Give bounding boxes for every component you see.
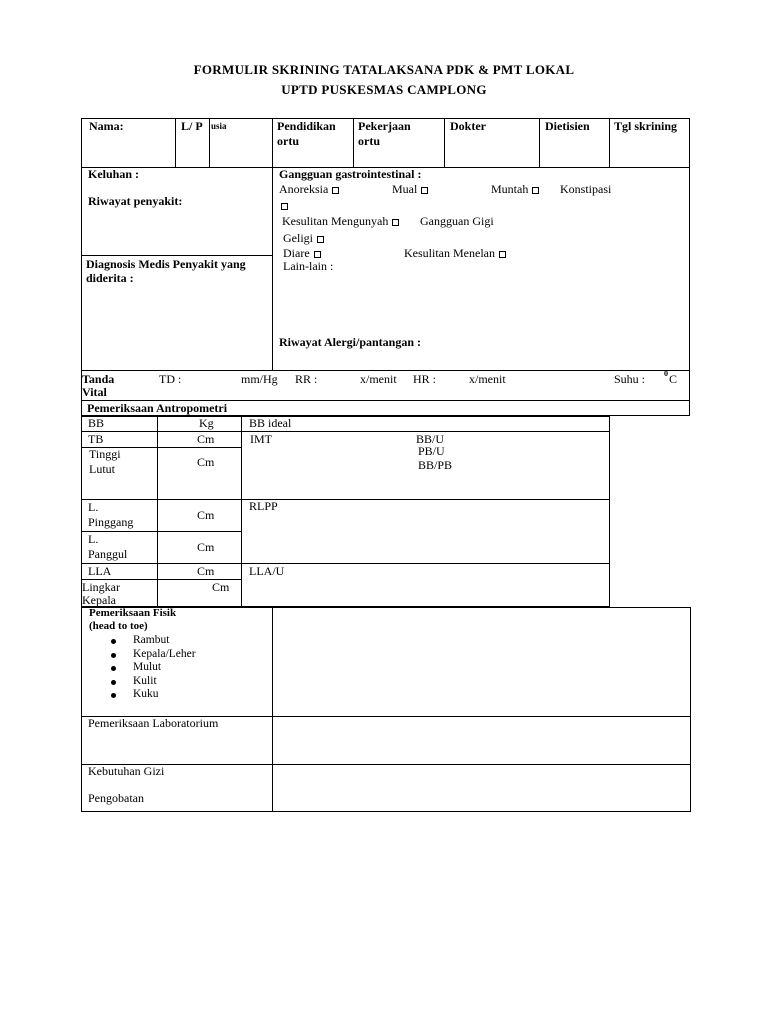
tb-label: TB — [88, 432, 104, 446]
pekerjaan-label: Pekerjaan — [358, 119, 411, 133]
form-subtitle: UPTD PUSKESMAS CAMPLONG — [281, 82, 487, 97]
l-panggul-unit: Cm — [197, 540, 215, 554]
bbpb-label: BB/PB — [418, 458, 453, 472]
gangguan-gigi-checkbox[interactable] — [317, 236, 324, 243]
rlpp-label: RLPP — [249, 499, 278, 513]
bb-ideal-label: BB ideal — [249, 416, 292, 430]
muntah-option[interactable]: Muntah — [491, 182, 539, 197]
list-item: Kuku — [133, 688, 196, 702]
bbu-label: BB/U — [416, 432, 445, 446]
gangguan-gigi-option[interactable]: Geligi — [283, 231, 324, 246]
gastro-heading: Gangguan gastrointestinal : — [279, 167, 422, 181]
antropometri-heading: Pemeriksaan Antropometri — [87, 401, 228, 415]
diare-option[interactable]: Diare — [283, 246, 321, 261]
degree-sign: 0 — [664, 369, 668, 378]
pekerjaan-label-2: ortu — [358, 134, 380, 148]
pendidikan-label-2: ortu — [277, 134, 299, 148]
fisik-subheading: (head to toe) — [89, 620, 148, 632]
pendidikan-label: Pendidikan — [277, 119, 336, 133]
suhu-label: Suhu : — [614, 372, 646, 386]
tinggi-label: Tinggi — [89, 447, 121, 461]
anoreksia-checkbox[interactable] — [332, 187, 339, 194]
mual-option[interactable]: Mual — [392, 182, 428, 197]
llau-label: LLA/U — [249, 564, 285, 578]
fisik-list — [133, 634, 196, 702]
l-panggul-label-2: Panggul — [88, 547, 128, 561]
tinggi-lutut-unit: Cm — [197, 455, 215, 469]
kesulitan-menelan-checkbox[interactable] — [499, 251, 506, 258]
nama-label: Nama: — [89, 119, 124, 133]
rr-label: RR : — [295, 372, 318, 386]
lingkar-kepala-unit: Cm — [212, 580, 230, 594]
l-pinggang-label: L. — [88, 500, 99, 514]
pengobatan-label: Pengobatan — [88, 791, 144, 805]
lla-unit: Cm — [197, 564, 215, 578]
riwayat-penyakit-label: Riwayat penyakit: — [88, 194, 183, 208]
l-pinggang-label-2: Pinggang — [88, 515, 134, 529]
l-panggul-label: L. — [88, 532, 99, 546]
vital-label: Vital — [82, 385, 107, 399]
list-item: Rambut — [133, 634, 196, 648]
kesulitan-mengunyah-option[interactable]: Kesulitan Mengunyah — [282, 214, 399, 229]
bb-label: BB — [88, 416, 105, 430]
mmhg-unit: mm/Hg — [241, 372, 278, 386]
lutut-label: Lutut — [89, 462, 115, 476]
kepala-label: Kepala — [82, 593, 116, 607]
fisik-heading: Pemeriksaan Fisik — [89, 607, 177, 619]
lab-label: Pemeriksaan Laboratorium — [88, 716, 219, 730]
muntah-checkbox[interactable] — [532, 187, 539, 194]
tanda-label: Tanda — [82, 372, 115, 386]
diare-checkbox[interactable] — [314, 251, 321, 258]
gangguan-gigi-label: Gangguan Gigi — [420, 214, 494, 228]
lp-label: L/ P — [181, 119, 203, 133]
kesulitan-mengunyah-checkbox[interactable] — [392, 219, 399, 226]
rr-unit: x/menit — [360, 372, 397, 386]
list-item: Kulit — [133, 675, 196, 689]
list-item: Mulut — [133, 661, 196, 675]
usia-label: usia — [211, 121, 227, 131]
konstipasi-label: Konstipasi — [560, 182, 612, 196]
mual-checkbox[interactable] — [421, 187, 428, 194]
dietisien-label: Dietisien — [545, 119, 590, 133]
form-title: FORMULIR SKRINING TATALAKSANA PDK & PMT LOKAL — [193, 62, 575, 77]
riwayat-alergi-label: Riwayat Alergi/pantangan : — [279, 335, 422, 349]
lla-label: LLA — [88, 564, 112, 578]
kebutuhan-gizi-label: Kebutuhan Gizi — [88, 764, 165, 778]
lain-lain-label: Lain-lain : — [283, 259, 334, 273]
kesulitan-menelan-option[interactable]: Kesulitan Menelan — [404, 246, 506, 261]
dokter-label: Dokter — [450, 119, 486, 133]
tgl-skrining-label: Tgl skrining — [614, 119, 678, 133]
lingkar-label: Lingkar — [82, 580, 120, 594]
diagnosis-label-2: diderita : — [86, 271, 134, 285]
tb-unit: Cm — [197, 432, 215, 446]
bb-unit: Kg — [199, 416, 214, 430]
hr-label: HR : — [413, 372, 437, 386]
keluhan-label: Keluhan : — [88, 167, 140, 181]
td-label: TD : — [159, 372, 182, 386]
imt-label: IMT — [250, 432, 272, 446]
celsius-unit: C — [669, 372, 678, 386]
anoreksia-option[interactable]: Anoreksia — [279, 182, 339, 197]
list-item: Kepala/Leher — [133, 648, 196, 662]
pbu-label: PB/U — [418, 444, 445, 458]
hr-unit: x/menit — [469, 372, 506, 386]
konstipasi-checkbox[interactable] — [281, 203, 288, 210]
diagnosis-label: Diagnosis Medis Penyakit yang — [86, 257, 246, 271]
l-pinggang-unit: Cm — [197, 508, 215, 522]
